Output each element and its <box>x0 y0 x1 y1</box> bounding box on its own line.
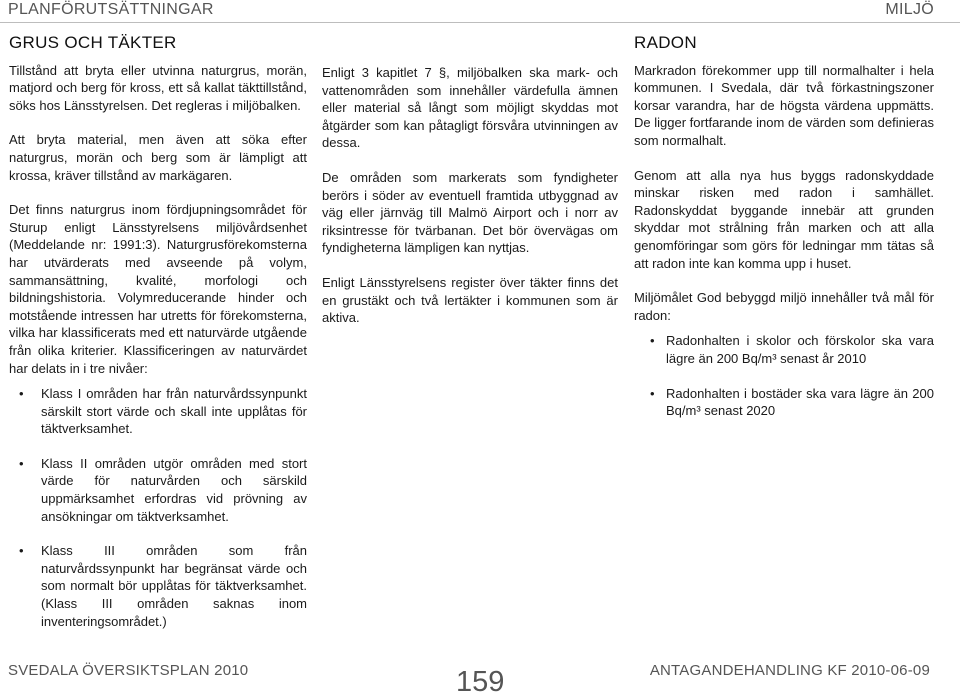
topic-label: MILJÖ <box>885 1 934 18</box>
bullet-icon: • <box>19 386 24 402</box>
adoption-note: ANTAGANDEHANDLING KF 2010-06-09 <box>649 662 930 679</box>
list-item: • Klass II områden utgör områden med stort värde för naturvården och särskild uppmärksamhet erfordras vid prövning av ansökningar om täktverksamhet. <box>19 455 307 524</box>
page-number: 159 <box>456 666 505 698</box>
paragraph: Det finns naturgrus inom fördjupningsområdet för Sturup enligt Länsstyrelsens miljövårdsenhet (Meddelande nr: 1991:3). Naturgrusförekomsterna har utvärderats med avseende på volym, sammansättning, kvalité, morfologi och bildningshistoria. Volymreducerande hinder och motstående intressen har utretts för förekomsterna, vilka har klassificerats med ett naturvärde utgående från olika kriterier. Klassificeringen av naturvärdet har delats in i tre nivåer: <box>9 202 307 376</box>
paragraph: Markradon förekommer upp till normalhalter i hela kommunen. I Svedala, där två förkastningszoner korsar varandra, har de högsta värdena uppmätts. De ligger fortfarande inom de värden som definieras som normalhalt. <box>634 62 934 148</box>
bullet-icon: • <box>650 333 655 349</box>
paragraph: De områden som markerats som fyndigheter berörs i söder av eventuell framtida utbyggnad av väg eller järnväg till Malmö Airport och i norr av riksintresse för tvärbanan. Det bör övervägas om fyndigheterna lämpligen kan nyttjas. <box>322 169 618 256</box>
list-item: • Klass III områden som från naturvårdssynpunkt har begränsat värde och som normalt bör upplåtas för täktverksamhet. (Klass III områden saknas inom inventeringsområdet.) <box>19 543 307 629</box>
right-column <box>634 34 934 437</box>
bullet-icon: • <box>19 543 24 559</box>
middle-column <box>322 64 618 344</box>
list-item: • Radonhalten i skolor och förskolor ska vara lägre än 200 Bq/m³ senast år 2010 <box>650 333 934 366</box>
bullet-icon: • <box>19 455 24 471</box>
paragraph: Genom att alla nya hus byggs radonskyddade minskar risken med radon i samhället. Radonskyddat byggande innebär att grunden skyddar mot strålning från marken och att alla genomföringar som görs för ledningar mm tätas så att radon inte kan komma upp i huset. <box>634 167 934 271</box>
section-heading-grus: GRUS OCH TÄKTER <box>9 33 177 52</box>
section-heading-radon: RADON <box>634 33 697 52</box>
class-list <box>9 385 307 630</box>
document-title: SVEDALA ÖVERSIKTSPLAN 2010 <box>8 662 249 679</box>
bullet-icon: • <box>650 385 655 401</box>
list-item: • Radonhalten i bostäder ska vara lägre än 200 Bq/m³ senast 2020 <box>650 385 934 419</box>
paragraph: Miljömålet God bebyggd miljö innehåller två mål för radon: <box>634 290 934 323</box>
paragraph: Enligt 3 kapitlet 7 §, miljöbalken ska mark- och vattenområden som innehåller värdefulla ämnen eller material så långt som möjligt skyddas mot åtgärder som kan påtagligt försvåra utvinningen av dessa. <box>322 65 618 151</box>
left-column <box>9 34 307 647</box>
section-label: PLANFÖRUTSÄTTNINGAR <box>8 1 214 18</box>
paragraph: Att bryta material, men även att söka efter naturgrus, morän och berg som är lämpligt att krossa, kräver tillstånd av markägaren. <box>9 132 307 183</box>
paragraph: Enligt Länsstyrelsens register över täkter finns det en grustäkt och två lertäkter i kommunen som är aktiva. <box>322 274 618 326</box>
paragraph: Tillstånd att bryta eller utvinna naturgrus, morän, matjord och berg för kross, ett så kallat täkttillstånd, söks hos Länsstyrelsen. Det regleras i miljöbalken. <box>9 62 307 113</box>
list-item: • Klass I områden har från naturvårdssynpunkt särskilt stort värde och skall inte upplåtas för täktverksamhet. <box>19 386 307 437</box>
header-rule <box>0 22 960 23</box>
page-header <box>0 0 960 22</box>
radon-goal-list <box>634 332 934 419</box>
